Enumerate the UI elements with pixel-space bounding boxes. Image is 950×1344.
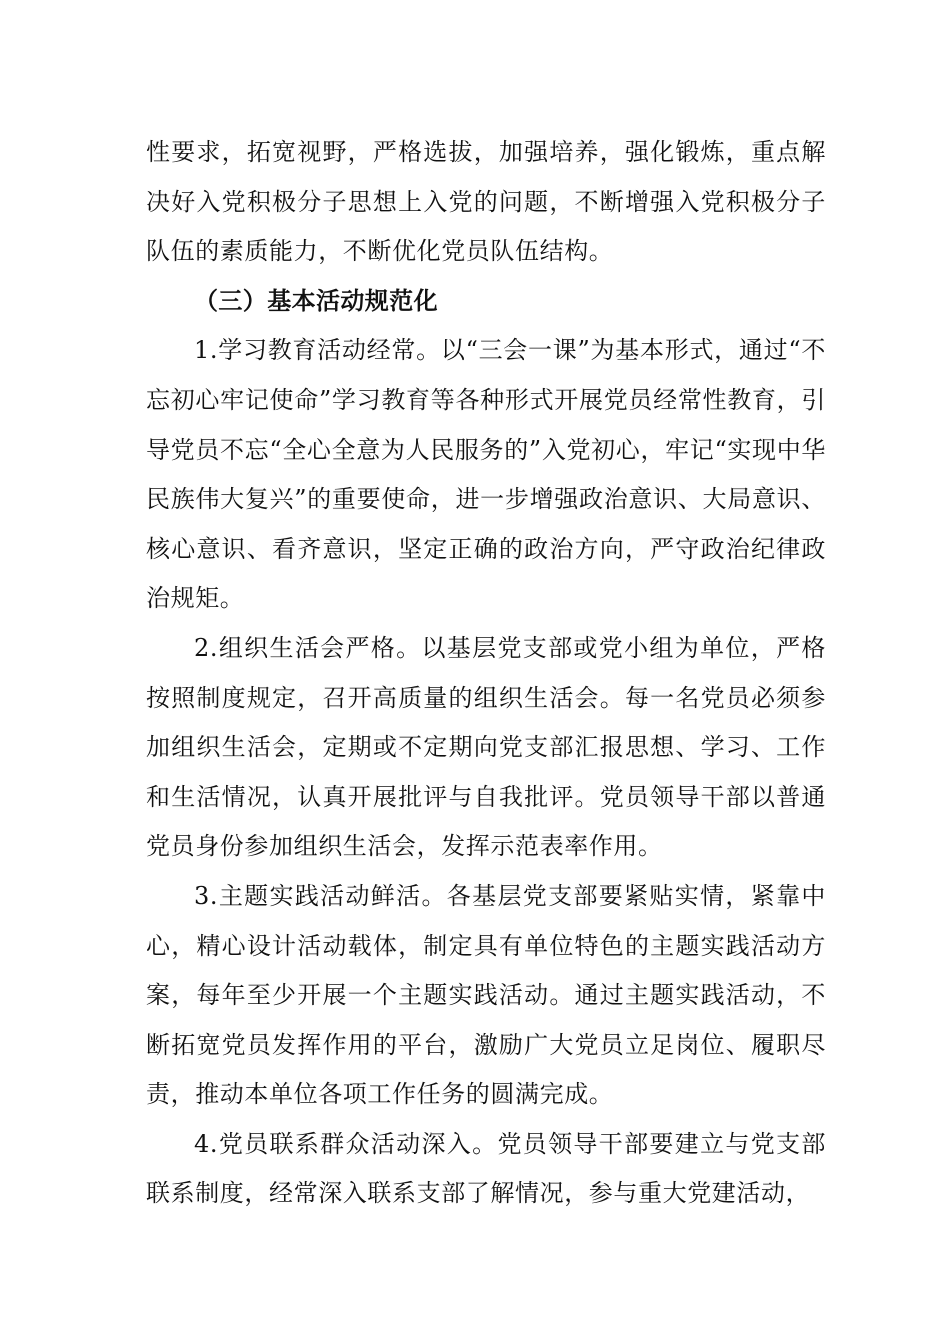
section-heading: （三）基本活动规范化: [194, 286, 438, 315]
paragraph-item-3: 3.主题实践活动鲜活。各基层党支部要紧贴实情，紧靠中心，精心设计活动载体，制定具有单位特色的主题实践活动方案，每年至少开展一个主题实践活动。通过主题实践活动，不断拓宽党员发挥作用的平台，激励广大党员立足岗位、履职尽责，推动本单位各项工作任务的圆满完成。: [146, 881, 826, 1109]
paragraph-continuation: 性要求，拓宽视野，严格选拔，加强培养，强化锻炼，重点解决好入党积极分子思想上入党的问题，不断增强入党积极分子队伍的素质能力，不断优化党员队伍结构。: [146, 138, 826, 266]
paragraph-item-2: 2.组织生活会严格。以基层党支部或党小组为单位，严格按照制度规定，召开高质量的组织生活会。每一名党员必须参加组织生活会，定期或不定期向党支部汇报思想、学习、工作和生活情况，认真开展批评与自我批评。党员领导干部以普通党员身份参加组织生活会，发挥示范表率作用。: [146, 633, 826, 861]
document-body: [146, 128, 826, 1219]
paragraph-item-4: 4.党员联系群众活动深入。党员领导干部要建立与党支部联系制度，经常深入联系支部了解情况，参与重大党建活动，: [146, 1129, 826, 1208]
paragraph-item-1: 1.学习教育活动经常。以“三会一课”为基本形式，通过“不忘初心牢记使命”学习教育等各种形式开展党员经常性教育，引导党员不忘“全心全意为人民服务的”入党初心，牢记“实现中华民族伟大复兴”的重要使命，进一步增强政治意识、大局意识、核心意识、看齐意识，坚定正确的政治方向，严守政治纪律政治规矩。: [146, 336, 826, 613]
